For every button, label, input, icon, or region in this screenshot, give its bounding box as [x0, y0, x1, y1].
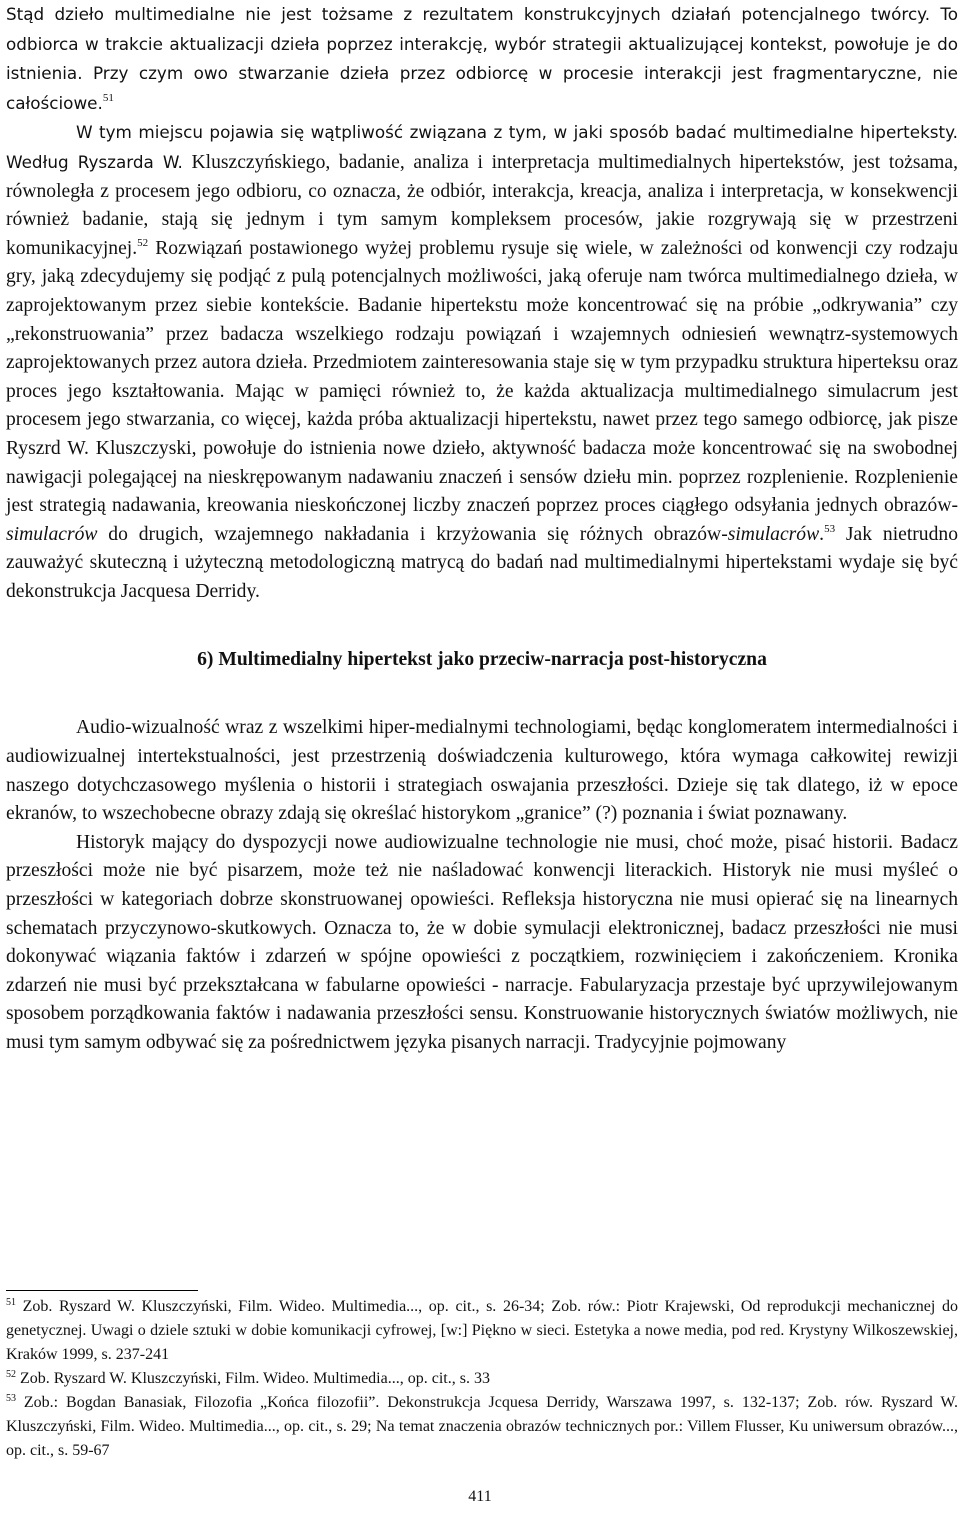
paragraph-1-text-a: Stąd dzieło multimedialne nie jest tożsame z rezultatem konstrukcyjnych działań potencjalnego twórcy. To odbiorca w trakcie aktualizacji dzieła poprzez interakcję, wybór strategii aktualizującej kontekst, powołuje je do istnienia.	[6, 4, 958, 84]
paragraph-3: Audio-wizualność wraz z wszelkimi hiper-medialnymi technologiami, będąc konglomeratem intermedialności i audiowizualnej intertekstualności, jest przestrzenią doświadczenia kulturowego, która wymaga całkowitej rewizji naszego dotychczasowego myślenia o historii i strategiach oswajania przeszłości. Dzieje się tak dlatego, iż w epoce ekranów, to wszechobecne obrazy zdają się określać historykom „granice” (?) poznania i świat poznawany.	[6, 717, 958, 825]
paragraph-2-text-e: .	[819, 523, 825, 545]
footnote-text: Zob.: Bogdan Banasiak, Filozofia „Końca filozofii”. Dekonstrukcja Jcquesa Derridy, Warszawa 1997, s. 132-137; Zob. rów. Ryszard W. Kluszczyński, Film. Wideo. Multimedia..., op. cit., s. 29; Na temat znaczenia obrazów technicznych por.: Villem Flusser, Ku uniwersum obrazów..., op. cit., s. 59-67	[6, 1394, 958, 1459]
footnote-text: Zob. Ryszard W. Kluszczyński, Film. Wideo. Multimedia..., op. cit., s. 33	[16, 1370, 490, 1387]
paragraph-2-text-f: Jak nietrudno zauważyć skuteczną i użyteczną metodologiczną matrycą do badań nad multimedialnymi hipertekstami wydaje się być dekonstrukcja Jacquesa Derridy.	[6, 523, 958, 602]
paragraph-2-text-b: Kluszczyńskiego, badanie, analiza i interpretacja multimedialnych hipertekstów, jest tożsama, równoległa z procesem jego odbioru, co oznacza, że odbiór, interakcja, kreacja, analiza i interpretacja, w konsekwencji również badanie, stają się jednym i tym samym kompleksem procesów, jakie rozgrywają się w przestrzeni komunikacyjnej.	[6, 151, 958, 259]
paragraph-2-emphasis-2: simulacrów	[727, 523, 820, 545]
footnote-ref-52[interactable]: 52	[137, 236, 149, 249]
footnote-number: 52	[6, 1369, 16, 1380]
paragraph-2	[6, 118, 958, 606]
paragraph-2-text-a: W tym miejscu pojawia się wątpliwość związana z tym, w jaki sposób badać multimedialne hiperteksty. Według Ryszarda W.	[6, 122, 958, 172]
paragraph-1	[6, 0, 958, 118]
footnote-number: 51	[6, 1297, 16, 1308]
footnote-ref-53[interactable]: 53	[824, 522, 836, 535]
footnotes-section	[6, 1295, 958, 1463]
footnote-53	[6, 1391, 958, 1463]
paragraph-2-emphasis-1: simulacrów	[6, 523, 98, 545]
paragraph-2-text-d: do drugich, wzajemnego nakładania i krzyżowania się różnych obrazów-	[97, 523, 728, 545]
footnote-51	[6, 1295, 958, 1367]
footnote-52	[6, 1367, 958, 1391]
footnote-number: 53	[6, 1393, 16, 1404]
footnote-text: Zob. Ryszard W. Kluszczyński, Film. Wideo. Multimedia..., op. cit., s. 26-34; Zob. rów.: Piotr Krajewski, Od reprodukcji mechanicznej do genetycznej. Uwagi o dziele sztuki w dobie komunikacji cyfrowej, [w:] Piękno w sieci. Estetyka a nowe media, pod red. Krystyny Wilkoszewskiej, Kraków 1999, s. 237-241	[6, 1298, 958, 1363]
footnote-ref-51[interactable]: 51	[102, 91, 114, 104]
paragraph-1-text-b: Przy czym owo stwarzanie dzieła przez odbiorcę w procesie interakcji jest fragmentaryczne, nie całościowe.	[6, 63, 958, 113]
document-page	[6, 0, 958, 1058]
paragraph-4: Historyk mający do dyspozycji nowe audiowizualne technologie nie musi, choć może, pisać historii. Badacz przeszłości może nie być pisarzem, może też nie naśladować konwencji literackich. Historyk nie musi myśleć o przeszłości w kategoriach dobrze skonstruowanej opowieści. Refleksja historyczna nie musi opierać się na linearnych schematach przyczynowo-skutkowych. Oznacza to, że w dobie symulacji elektronicznej, badacz przeszłości nie musi dokonywać wiązania faktów i zdarzeń w spójne opowieści z początkiem, rozwinięciem i zakończeniem. Kronika zdarzeń nie musi być przekształcana w fabularne opowieści - narracje. Fabularyzacja przestaje być uprzywilejowanym sposobem porządkowania faktów i nadawania przeszłości sensu. Konstruowanie historycznych światów możliwych, nie musi tym samym odbywać się za pośrednictwem języka pisanych narracji. Tradycyjnie pojmowany	[6, 831, 958, 1053]
paragraph-2-text-c: Rozwiązań postawionego wyżej problemu rysuje się wiele, w zależności od konwencji czy rodzaju gry, jaką zdecydujemy się podjąć z pulą potencjalnych możliwości, jaką oferuje nam twórca multimedialnego dzieła, w zaprojektowanym przez siebie kontekście. Badanie hipertekstu może koncentrować się na próbie „odkrywania” czy „rekonstruowania” przez badacza wszelkiego rodzaju powiązań i wzajemnych odniesień wewnątrz-systemowych zaprojektowanych przez autora dzieła. Przedmiotem zainteresowania staje się w tym przypadku struktura hiperteksu oraz proces jego kształtowania. Mając w pamięci również to, że każda aktualizacja multimedialnego simulacrum jest procesem jego stwarzania, co więcej, każda próba aktualizacji hipertekstu, nawet przez tego samego odbiorcę, jak pisze Ryszrd W. Kluszczyski, powołuje do istnienia nowe dzieło, aktywność badacza może koncentrować się na swobodnej nawigacji polegającej na nieskrępowanym nadawaniu znaczeń i sensów dziełu min. poprzez rozplenienie. Rozplenienie jest strategią nadawania, kreowania nieskończonej liczby znaczeń poprzez proces ciągłego odsyłania jednych obrazów-	[6, 237, 958, 517]
footnote-separator	[6, 1290, 198, 1291]
page-number: 411	[468, 1488, 492, 1505]
section-heading: 6) Multimedialny hipertekst jako przeciw-narracja post-historyczna	[197, 649, 767, 671]
